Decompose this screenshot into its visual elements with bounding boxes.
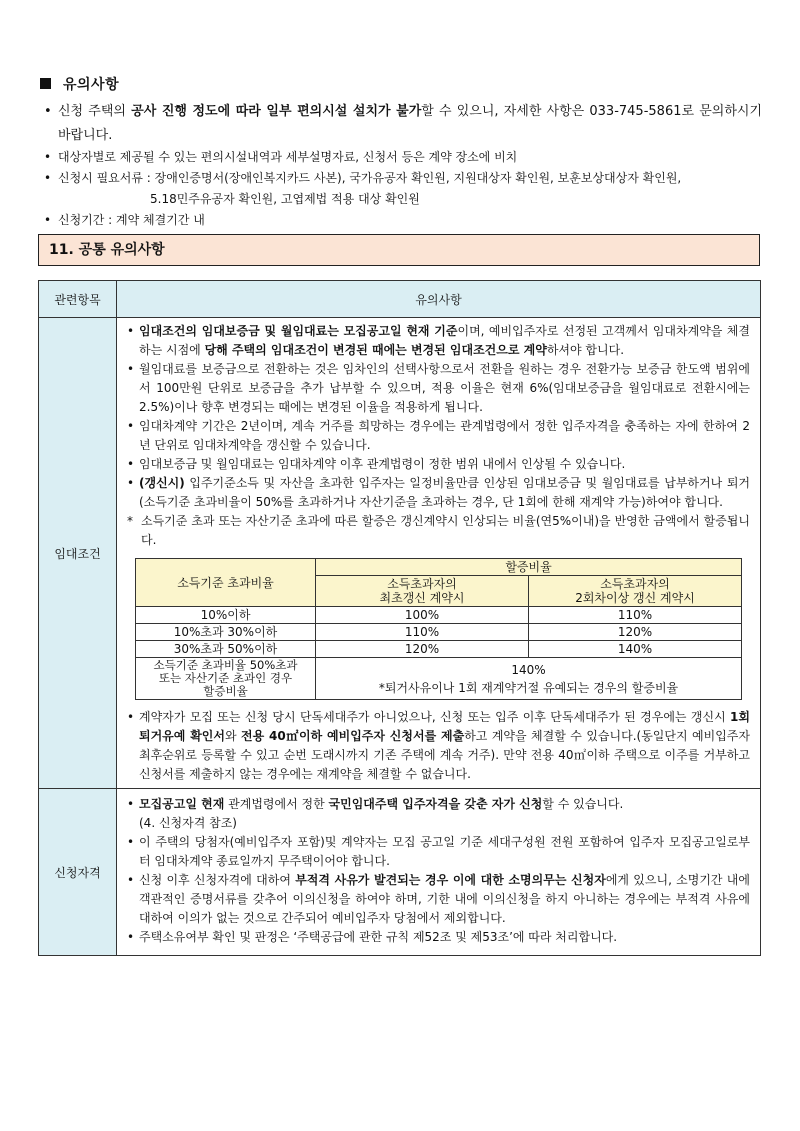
surcharge-row-last: 소득기준 초과비율 50%초과 또는 자산기준 초과인 경우 할증비율 140% *퇴거사유이나 1회 재계약거절 유예되는 경우의 할증비율 — [136, 658, 742, 700]
notice-heading — [40, 74, 119, 94]
notice-item-4: • 신청기간 : 계약 체결기간 내 — [44, 213, 205, 227]
square-bullet-icon — [40, 78, 51, 89]
section-header: 11. 공통 유의사항 — [38, 234, 760, 266]
rich-text: 모집공고일 현재 관계법령에서 정한 국민임대주택 입주자격을 갖춘 자가 신청할 수 있습니다. — [139, 797, 624, 811]
rich-text: 주택소유여부 확인 및 판정은 ‘주택공급에 관한 규칙 제52조 및 제53조’에 따라 처리합니다. — [139, 930, 618, 944]
table-row — [39, 318, 761, 789]
rich-text: 신청 이후 신청자격에 대하여 부적격 사유가 발견되는 경우 이에 대한 소명의무는 신청자에게 있으니, 소명기간 내에 객관적인 증명서류를 갖추어 이의신청을 하여야 하며, 기한 내에 이의신청을 하지 아니하는 경우에는 부적격 사유에 대하여 이의가 없는 것으로 간주되어 예비입주자 당첨에서 제외합니다. — [139, 873, 750, 925]
list-item: • (갱신시) 입주기준소득 및 자산을 초과한 입주자는 일정비율만큼 인상된 임대보증금 및 월임대료를 납부하거나 퇴거(소득기준 초과비율이 50%를 초과하거나 자산기준을 초과하는 경우, 단 1회에 한해 재계약 가능)하여야 합니다. — [127, 476, 750, 509]
notice-item-3-continuation: 5.18민주유공자 확인원, 고엽제법 적용 대상 확인원 — [150, 192, 420, 206]
list-item: • 주택소유여부 확인 및 판정은 ‘주택공급에 관한 규칙 제52조 및 제53조’에 따라 처리합니다. — [127, 930, 618, 944]
notice-title: 유의사항 — [63, 77, 120, 93]
list-item: • 월임대료를 보증금으로 전환하는 것은 임차인의 선택사항으로서 전환을 원하는 경우 전환가능 보증금 한도액 범위에서 100만원 단위로 보증금을 추가 납부할 수 있으며, 적용 이율은 현재 6%(임대보증금을 월임대료로 전환시에는 2.5%)이나 향후 변경되는 때에는 변경된 이율을 적용하게 됩니다. — [127, 362, 750, 414]
surcharge-subheader-first: 소득초과자의 최초갱신 계약시 — [316, 576, 529, 607]
surcharge-subheader-second: 소득초과자의 2회차이상 갱신 계약시 — [529, 576, 742, 607]
surcharge-group-header: 할증비율 — [316, 559, 742, 576]
star-note: * 소득기준 초과 또는 자산기준 초과에 따른 할증은 갱신계약시 인상되는 비율(연5%이내)을 반영한 금액에서 할증됩니다. — [127, 514, 750, 547]
surcharge-table — [135, 558, 742, 700]
header-notice: 유의사항 — [117, 281, 761, 318]
table-header-row — [39, 281, 761, 318]
list-item: • 이 주택의 당첨자(예비입주자 포함)및 계약자는 모집 공고일 기준 세대구성원 전원 포함하여 입주자 모집공고일로부터 임대차계약 종료일까지 무주택이어야 합니다. — [127, 835, 750, 868]
list-item-sub: (4. 신청자격 참조) — [139, 816, 237, 830]
list-item: • 임대차계약 기간은 2년이며, 계속 거주를 희망하는 경우에는 관계법령에서 정한 입주자격을 충족하는 자에 한하여 2년 단위로 임대차계약을 갱신할 수 있습니다. — [127, 419, 750, 452]
surcharge-row: 30%초과 50%이하 120% 140% — [136, 641, 742, 658]
rich-text: 임대보증금 및 월임대료는 임대차계약 이후 관계법령이 정한 범위 내에서 인상될 수 있습니다. — [139, 457, 626, 471]
rich-text: 월임대료를 보증금으로 전환하는 것은 임차인의 선택사항으로서 전환을 원하는 경우 전환가능 보증금 한도액 범위에서 100만원 단위로 보증금을 추가 납부할 수 있으며, 적용 이율은 현재 6%(임대보증금을 월임대료로 전환시에는 2.5%)이나 향후 변경되는 때에는 변경된 이율을 적용하게 됩니다. — [139, 362, 750, 414]
rich-text: 신청 주택의 공사 진행 정도에 따라 일부 편의시설 설치가 불가할 수 있으니, 자세한 사항은 033-745-5861로 문의하시기 바랍니다. — [58, 104, 763, 143]
row-category: 임대조건 — [39, 318, 117, 789]
row-content — [117, 789, 761, 956]
rich-text: 임대차계약 기간은 2년이며, 계속 거주를 희망하는 경우에는 관계법령에서 정한 입주자격을 충족하는 자에 한하여 2년 단위로 임대차계약을 갱신할 수 있습니다. — [139, 419, 750, 452]
notice-item-2: • 대상자별로 제공될 수 있는 편의시설내역과 세부설명자료, 신청서 등은 계약 장소에 비치 — [44, 150, 518, 164]
list-item: • 임대보증금 및 월임대료는 임대차계약 이후 관계법령이 정한 범위 내에서 인상될 수 있습니다. — [127, 457, 626, 471]
rich-text: 이 주택의 당첨자(예비입주자 포함)및 계약자는 모집 공고일 기준 세대구성원 전원 포함하여 입주자 모집공고일로부터 임대차계약 종료일까지 무주택이어야 합니다. — [139, 835, 750, 868]
rich-text: 계약자가 모집 또는 신청 당시 단독세대주가 아니었으나, 신청 또는 입주 이후 단독세대주가 된 경우에는 갱신시 1회 퇴거유예 확인서와 전용 40㎡이하 예비입주자 신청서를 제출하고 계약을 체결할 수 있습니다.(동일단지 예비입주자 최후순위로 등록할 수 있고 순번 도래시까지 기존 주택에 계속 거주). 만약 전용 40㎡이하 주택으로 이주를 거부하고 신청서를 제출하지 않는 경우에는 재계약을 체결할 수 없습니다. — [139, 710, 750, 781]
header-related-item: 관련항목 — [39, 281, 117, 318]
rich-text: 임대조건의 임대보증금 및 월임대료는 모집공고일 현재 기준이며, 예비입주자로 선정된 고객께서 임대차계약을 체결하는 시점에 당해 주택의 임대조건이 변경된 때에는 변경된 임대조건으로 계약하셔야 합니다. — [139, 324, 750, 357]
surcharge-row: 10%초과 30%이하 110% 120% — [136, 624, 742, 641]
surcharge-last-value: 140% *퇴거사유이나 1회 재계약거절 유예되는 경우의 할증비율 — [316, 658, 742, 700]
notice-item-1: • 신청 주택의 공사 진행 정도에 따라 일부 편의시설 설치가 불가할 수 있으니, 자세한 사항은 033-745-5861로 문의하시기 바랍니다. — [44, 100, 762, 148]
list-item: • 계약자가 모집 또는 신청 당시 단독세대주가 아니었으나, 신청 또는 입주 이후 단독세대주가 된 경우에는 갱신시 1회 퇴거유예 확인서와 전용 40㎡이하 예비입주자 신청서를 제출하고 계약을 체결할 수 있습니다.(동일단지 예비입주자 최후순위로 등록할 수 있고 순번 도래시까지 기존 주택에 계속 거주). 만약 전용 40㎡이하 주택으로 이주를 거부하고 신청서를 제출하지 않는 경우에는 재계약을 체결할 수 없습니다. — [127, 710, 750, 781]
rich-text: (갱신시) 입주기준소득 및 자산을 초과한 입주자는 일정비율만큼 인상된 임대보증금 및 월임대료를 납부하거나 퇴거(소득기준 초과비율이 50%를 초과하거나 자산기준을 초과하는 경우, 단 1회에 한해 재계약 가능)하여야 합니다. — [139, 476, 750, 509]
list-item: • 임대조건의 임대보증금 및 월임대료는 모집공고일 현재 기준이며, 예비입주자로 선정된 고객께서 임대차계약을 체결하는 시점에 당해 주택의 임대조건이 변경된 때에는 변경된 임대조건으로 계약하셔야 합니다. — [127, 324, 750, 357]
common-notice-table — [38, 280, 761, 956]
list-item: • 신청 이후 신청자격에 대하여 부적격 사유가 발견되는 경우 이에 대한 소명의무는 신청자에게 있으니, 소명기간 내에 객관적인 증명서류를 갖추어 이의신청을 하여야 하며, 기한 내에 이의신청을 하지 아니하는 경우에는 부적격 사유에 대하여 이의가 없는 것으로 간주되어 예비입주자 당첨에서 제외합니다. — [127, 873, 750, 925]
surcharge-col1-header: 소득기준 초과비율 — [136, 559, 316, 607]
row-category: 신청자격 — [39, 789, 117, 956]
list-item: • 모집공고일 현재 관계법령에서 정한 국민임대주택 입주자격을 갖춘 자가 신청할 수 있습니다. — [127, 797, 624, 811]
surcharge-row: 10%이하 100% 110% — [136, 607, 742, 624]
table-row — [39, 789, 761, 956]
row-content — [117, 318, 761, 789]
notice-item-3: • 신청시 필요서류 : 장애인증명서(장애인복지카드 사본), 국가유공자 확인원, 지원대상자 확인원, 보훈보상대상자 확인원, — [44, 171, 682, 185]
